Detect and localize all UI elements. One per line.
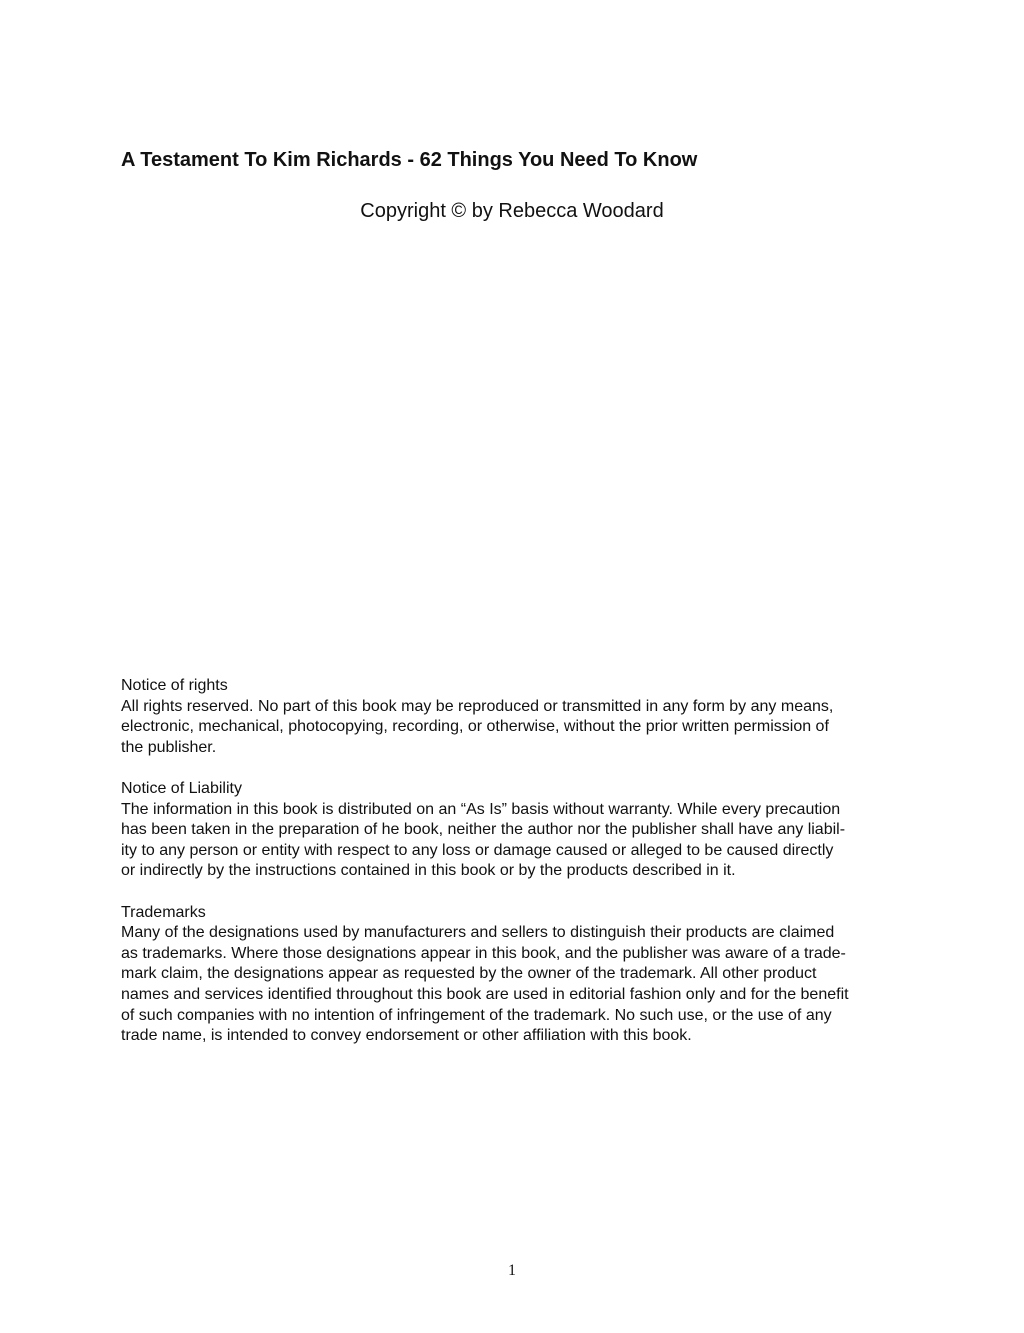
page-number: 1 — [508, 1262, 516, 1279]
notice-heading: Notice of Liability — [121, 779, 242, 797]
notice-line: The information in this book is distributed on an “As Is” basis without warranty. While every precaution — [121, 800, 841, 818]
legal-notices — [121, 676, 921, 1067]
book-title: A Testament To Kim Richards - 62 Things You Need To Know — [121, 149, 698, 171]
copyright-line: Copyright © by Rebecca Woodard — [360, 200, 664, 222]
notice-of-rights — [121, 676, 921, 758]
notice-body — [121, 923, 921, 1047]
notice-heading: Trademarks — [121, 903, 206, 921]
notice-line: has been taken in the preparation of he book, neither the author nor the publisher shall have any liabil- — [121, 821, 846, 839]
notice-line: the publisher. — [121, 738, 217, 756]
notice-line: electronic, mechanical, photocopying, recording, or otherwise, without the prior written permission of — [121, 718, 829, 736]
notice-body — [121, 697, 921, 759]
notice-of-liability — [121, 779, 921, 882]
notice-line: All rights reserved. No part of this book may be reproduced or transmitted in any form by any means, — [121, 697, 834, 715]
notice-heading: Notice of rights — [121, 677, 228, 694]
trademarks-notice — [121, 903, 921, 1047]
notice-line: of such companies with no intention of infringement of the trademark. No such use, or the use of any — [121, 1006, 832, 1024]
notice-line: mark claim, the designations appear as requested by the owner of the trademark. All other product — [121, 965, 817, 983]
notice-body — [121, 800, 921, 882]
notice-line: ity to any person or entity with respect to any loss or damage caused or alleged to be caused directly — [121, 841, 834, 859]
notice-line: or indirectly by the instructions contained in this book or by the products described in it. — [121, 862, 736, 880]
notice-line: as trademarks. Where those designations appear in this book, and the publisher was aware of a trade- — [121, 944, 846, 962]
notice-line: Many of the designations used by manufacturers and sellers to distinguish their products are claimed — [121, 924, 835, 942]
notice-line: names and services identified throughout this book are used in editorial fashion only and for the benefit — [121, 985, 849, 1003]
notice-line: trade name, is intended to convey endorsement or other affiliation with this book. — [121, 1027, 692, 1045]
